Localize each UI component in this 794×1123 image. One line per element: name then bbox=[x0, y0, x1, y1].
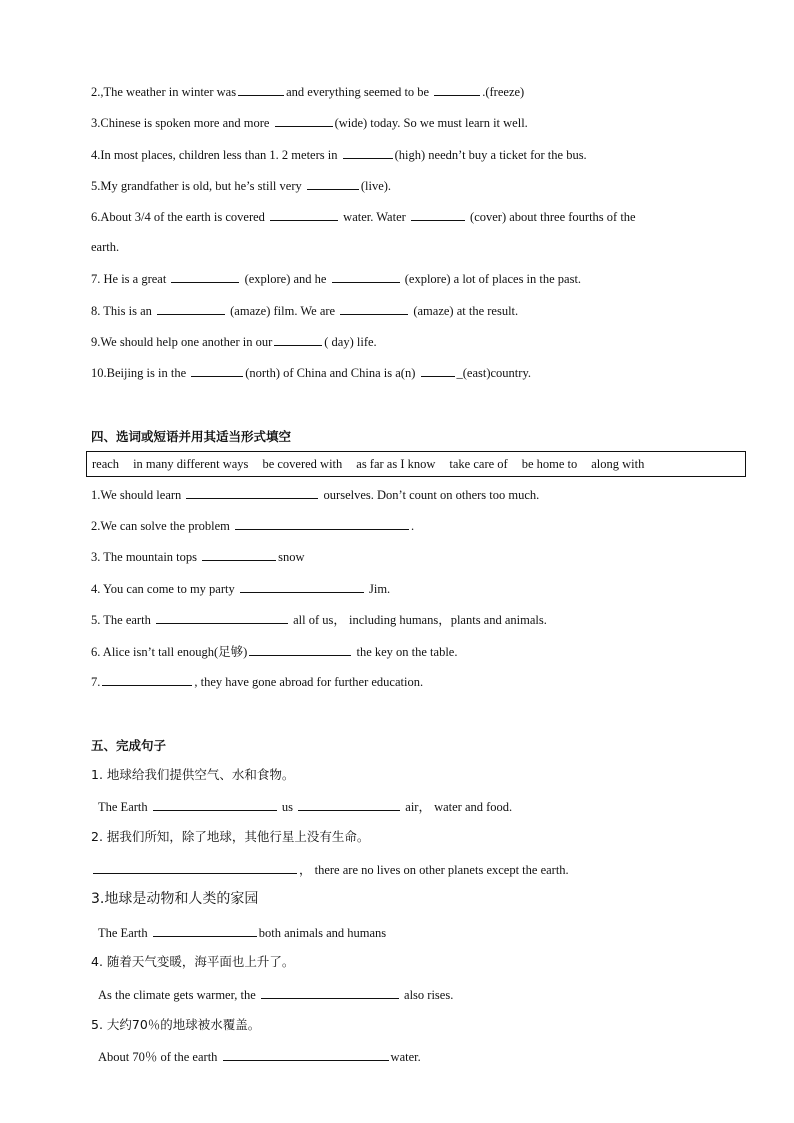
text: .(freeze) bbox=[482, 85, 525, 99]
text: _(east)country. bbox=[456, 366, 532, 380]
question-5-2-en bbox=[91, 861, 569, 878]
answer-blank[interactable] bbox=[191, 364, 243, 377]
text: air， water and food. bbox=[405, 800, 513, 814]
word-bank-item: take care of bbox=[449, 456, 508, 471]
question-3-6 bbox=[91, 208, 636, 225]
question-5-1-en bbox=[98, 798, 512, 815]
text: The Earth bbox=[98, 926, 148, 940]
answer-blank[interactable] bbox=[102, 673, 192, 686]
answer-blank[interactable] bbox=[235, 517, 409, 530]
text: 8. This is an bbox=[91, 304, 152, 318]
text: 4. You can come to my party bbox=[91, 582, 235, 596]
answer-blank[interactable] bbox=[274, 333, 322, 346]
text: earth. bbox=[91, 240, 120, 254]
answer-blank[interactable] bbox=[153, 798, 277, 811]
text: About 70％ of the earth bbox=[98, 1050, 218, 1064]
question-3-2 bbox=[91, 83, 524, 100]
question-5-4-en bbox=[98, 986, 453, 1003]
text: 5.My grandfather is old, but he’s still very bbox=[91, 179, 302, 193]
text: 6.About 3/4 of the earth is covered bbox=[91, 210, 265, 224]
text: (north) of China and China is a(n) bbox=[245, 366, 416, 380]
question-5-4-zh: 4. 随着天气变暖，海平面也上升了。 bbox=[91, 954, 295, 969]
answer-blank[interactable] bbox=[421, 364, 455, 377]
word-bank-item: as far as I know bbox=[356, 456, 436, 471]
question-5-1-zh: 1. 地球给我们提供空气、水和食物。 bbox=[91, 767, 295, 782]
text: (high) needn’t buy a ticket for the bus. bbox=[394, 148, 587, 162]
text: (live). bbox=[360, 179, 392, 193]
question-3-4 bbox=[91, 146, 587, 163]
answer-blank[interactable] bbox=[223, 1048, 389, 1061]
question-4-2 bbox=[91, 517, 414, 534]
word-bank-item: in many different ways bbox=[133, 456, 249, 471]
question-5-3-en bbox=[98, 924, 386, 941]
question-3-7 bbox=[91, 270, 581, 287]
answer-blank[interactable] bbox=[343, 146, 393, 159]
answer-blank[interactable] bbox=[186, 486, 318, 499]
answer-blank[interactable] bbox=[157, 302, 225, 315]
word-bank bbox=[86, 451, 746, 477]
text: 2.,The weather in winter was bbox=[91, 85, 237, 99]
question-4-1 bbox=[91, 486, 539, 503]
text: us bbox=[281, 800, 294, 814]
question-5-5-zh: 5. 大约70％的地球被水覆盖。 bbox=[91, 1017, 261, 1032]
text: also rises. bbox=[404, 988, 454, 1002]
text: water. Water bbox=[343, 210, 406, 224]
text: 9.We should help one another in our bbox=[91, 335, 273, 349]
text: (explore) a lot of places in the past. bbox=[404, 272, 582, 286]
answer-blank[interactable] bbox=[93, 861, 297, 874]
answer-blank[interactable] bbox=[171, 270, 239, 283]
answer-blank[interactable] bbox=[434, 83, 480, 96]
answer-blank[interactable] bbox=[153, 924, 257, 937]
word-bank-item: reach bbox=[92, 456, 120, 471]
text: (amaze) at the result. bbox=[413, 304, 519, 318]
text: 4.In most places, children less than 1. 2 meters in bbox=[91, 148, 338, 162]
answer-blank[interactable] bbox=[275, 114, 333, 127]
question-3-3 bbox=[91, 114, 528, 131]
question-3-6-cont bbox=[91, 239, 119, 255]
text: 3. The mountain tops bbox=[91, 550, 198, 564]
text: and everything seemed to be bbox=[286, 85, 430, 99]
text: 6. Alice isn’t tall enough(足够) bbox=[91, 645, 248, 659]
answer-blank[interactable] bbox=[298, 798, 400, 811]
word-bank-item: along with bbox=[591, 456, 645, 471]
answer-blank[interactable] bbox=[270, 208, 338, 221]
text: both animals and humans bbox=[258, 926, 387, 940]
text: ( day) life. bbox=[324, 335, 377, 349]
answer-blank[interactable] bbox=[261, 986, 399, 999]
text: snow bbox=[278, 550, 305, 564]
word-bank-item: be covered with bbox=[262, 456, 343, 471]
text: water. bbox=[390, 1050, 421, 1064]
text: ， there are no lives on other planets except the earth. bbox=[299, 863, 569, 877]
answer-blank[interactable] bbox=[307, 177, 359, 190]
text: the key on the table. bbox=[356, 645, 458, 659]
question-4-5 bbox=[91, 611, 547, 628]
section-title: 四、选词或短语并用其适当形式填空 bbox=[91, 429, 292, 444]
answer-blank[interactable] bbox=[411, 208, 465, 221]
text: (cover) about three fourths of the bbox=[470, 210, 636, 224]
question-5-2-zh: 2. 据我们所知，除了地球，其他行星上没有生命。 bbox=[91, 829, 370, 844]
question-3-5 bbox=[91, 177, 391, 194]
question-5-3-zh: 3.地球是动物和人类的家园 bbox=[91, 891, 259, 907]
text: (explore) and he bbox=[244, 272, 327, 286]
text: . bbox=[411, 519, 415, 533]
question-4-6 bbox=[91, 643, 457, 660]
text: ourselves. Don’t count on others too much. bbox=[323, 488, 540, 502]
text: 2.We can solve the problem bbox=[91, 519, 230, 533]
text: 7. bbox=[91, 675, 101, 689]
text: 3.Chinese is spoken more and more bbox=[91, 116, 270, 130]
answer-blank[interactable] bbox=[202, 548, 276, 561]
question-4-4 bbox=[91, 580, 390, 597]
text: 7. He is a great bbox=[91, 272, 167, 286]
text: (wide) today. So we must learn it well. bbox=[334, 116, 528, 130]
answer-blank[interactable] bbox=[238, 83, 284, 96]
answer-blank[interactable] bbox=[332, 270, 400, 283]
text: As the climate gets warmer, the bbox=[98, 988, 256, 1002]
question-3-10 bbox=[91, 364, 531, 381]
section-title: 五、完成句子 bbox=[91, 738, 167, 753]
question-3-8 bbox=[91, 302, 518, 319]
text: (amaze) film. We are bbox=[230, 304, 336, 318]
text: all of us， including humans，plants and animals. bbox=[293, 613, 547, 627]
answer-blank[interactable] bbox=[249, 643, 351, 656]
text: 1.We should learn bbox=[91, 488, 182, 502]
text: The Earth bbox=[98, 800, 148, 814]
text: , they have gone abroad for further education. bbox=[194, 675, 424, 689]
answer-blank[interactable] bbox=[340, 302, 408, 315]
question-5-5-en bbox=[98, 1048, 421, 1065]
answer-blank[interactable] bbox=[240, 580, 364, 593]
question-3-9 bbox=[91, 333, 377, 350]
answer-blank[interactable] bbox=[156, 611, 288, 624]
text: 10.Beijing is in the bbox=[91, 366, 187, 380]
text: 5. The earth bbox=[91, 613, 151, 627]
text: Jim. bbox=[368, 582, 391, 596]
question-4-7 bbox=[91, 673, 423, 690]
word-bank-item: be home to bbox=[521, 456, 578, 471]
question-4-3 bbox=[91, 548, 305, 565]
